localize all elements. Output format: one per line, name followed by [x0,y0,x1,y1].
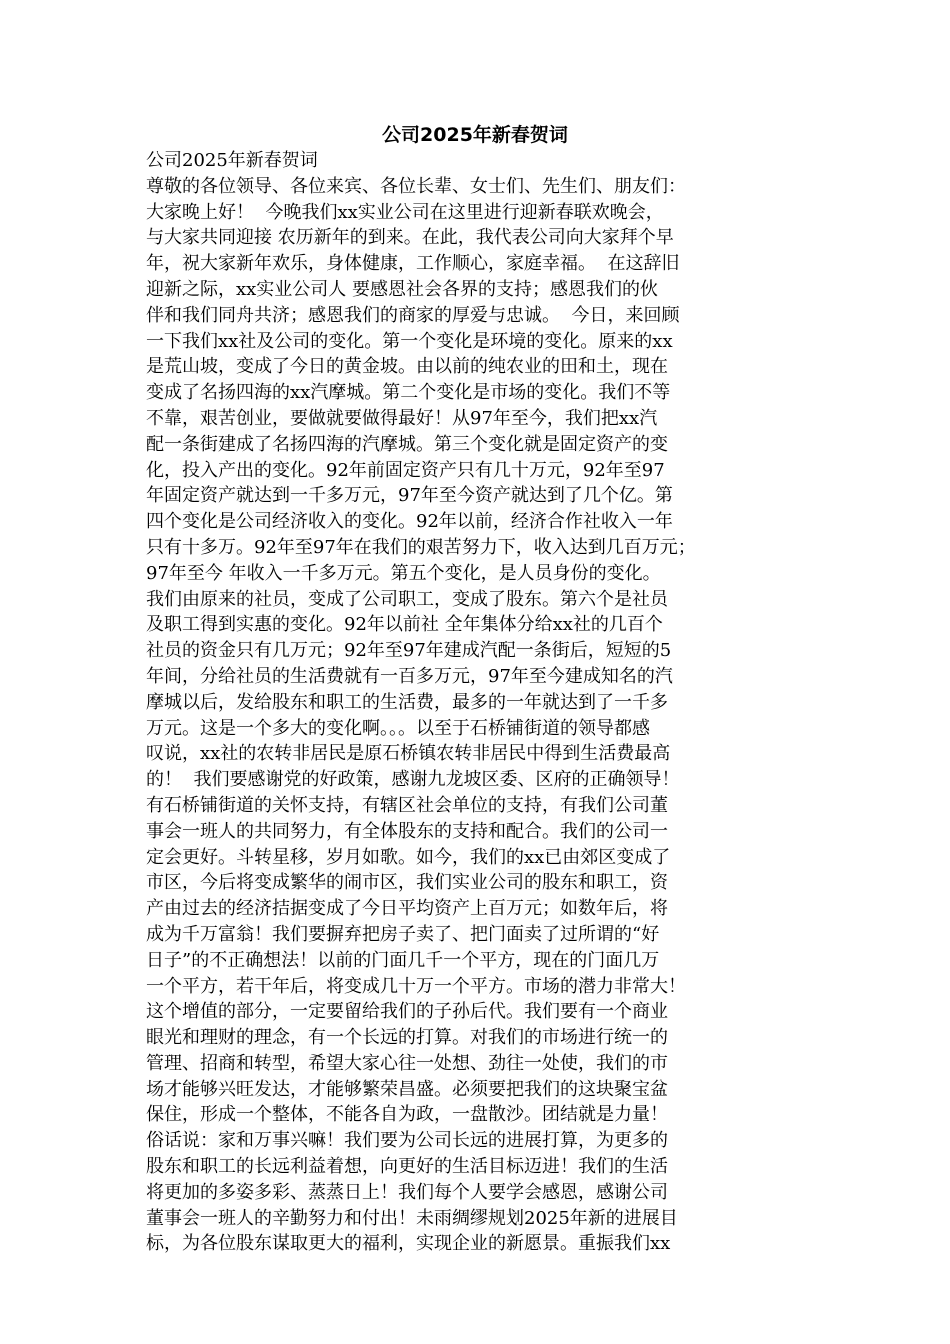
paragraph-line: 四个变化是公司经济收入的变化。92年以前，经济合作社收入一年 [146,511,673,533]
paragraph-line: 日子”的不正确想法！以前的门面几千一个平方，现在的门面几万 [146,949,660,971]
paragraph-line: 不靠，艰苦创业，要做就要做得最好！从97年至今，我们把xx汽 [146,407,658,429]
paragraph-line: 年间，分给社员的生活费就有一百多万元，97年至今建成知名的汽 [146,665,673,687]
paragraph-line: 成为千万富翁！我们要摒弃把房子卖了、把门面卖了过所谓的“好 [146,923,660,945]
paragraph-line: 市区，今后将变成繁华的闹市区，我们实业公司的股东和职工，资 [146,872,668,894]
paragraph-line: 化，投入产出的变化。92年前固定资产只有几十万元，92年至97 [146,459,665,481]
paragraph-line: 万元。这是一个多大的变化啊。。。以至于石桥铺街道的领导都感 [146,717,650,739]
paragraph-line: 的！ 我们要感谢党的好政策，感谢九龙坡区委、区府的正确领导！ [146,769,680,791]
paragraph-line: 将更加的多姿多彩、蒸蒸日上！我们每个人要学会感恩，感谢公司 [146,1181,668,1203]
paragraph-line: 年，祝大家新年欢乐，身体健康，工作顺心，家庭幸福。 在这辞旧 [146,253,680,275]
paragraph-line: 年固定资产就达到一千多万元，97年至今资产就达到了几个亿。第 [146,485,673,507]
paragraph-line: 是荒山坡，变成了今日的黄金坡。由以前的纯农业的田和土，现在 [146,356,668,378]
paragraph-line: 伴和我们同舟共济；感恩我们的商家的厚爱与忠诚。 今日，来回顾 [146,304,680,326]
paragraph-line: 大家晚上好！ 今晚我们xx实业公司在这里进行迎新春联欢晚会， [146,201,664,223]
paragraph-line: 迎新之际，xx实业公司人 要感恩社会各界的支持；感恩我们的伙 [146,278,659,300]
paragraph-line: 与大家共同迎接 农历新年的到来。在此，我代表公司向大家拜个早 [146,227,674,249]
paragraph-line: 及职工得到实惠的变化。92年以前社 全年集体分给xx社的几百个 [146,614,663,636]
paragraph-line: 这个增值的部分，一定要留给我们的子孙后代。我们要有一个商业 [146,1001,668,1023]
paragraph-line: 我们由原来的社员，变成了公司职工，变成了股东。第六个是社员 [146,588,668,610]
paragraph-line: 一下我们xx社及公司的变化。第一个变化是环境的变化。原来的xx [146,330,673,352]
paragraph-line: 股东和职工的长远利益着想，向更好的生活目标迈进！我们的生活 [146,1156,668,1178]
paragraph-line: 产由过去的经济拮据变成了今日平均资产上百万元；如数年后，将 [146,898,668,920]
paragraph-line: 事会一班人的共同努力，有全体股东的支持和配合。我们的公司一 [146,820,668,842]
paragraph-line: 叹说，xx社的农转非居民是原石桥镇农转非居民中得到生活费最高 [146,743,671,765]
paragraph-line: 标，为各位股东谋取更大的福利，实现企业的新愿景。重振我们xx [146,1233,671,1255]
paragraph-line: 只有十多万。92年至97年在我们的艰苦努力下，收入达到几百万元； [146,536,696,558]
paragraph-line: 摩城以后，发给股东和职工的生活费，最多的一年就达到了一千多 [146,691,668,713]
paragraph-line: 一个平方，若干年后，将变成几十万一个平方。市场的潜力非常大！ [146,975,686,997]
document-body [146,148,806,1257]
paragraph-line: 眼光和理财的理念，有一个长远的打算。对我们的市场进行统一的 [146,1027,668,1049]
paragraph-line: 定会更好。斗转星移，岁月如歌。如今，我们的xx已由郊区变成了 [146,846,671,868]
paragraph-line: 配一条街建成了名扬四海的汽摩城。第三个变化就是固定资产的变 [146,433,668,455]
paragraph-line: 董事会一班人的辛勤努力和付出！未雨绸缪规划2025年新的进展目 [146,1207,678,1229]
paragraph-line: 有石桥铺街道的关怀支持，有辖区社会单位的支持，有我们公司董 [146,794,668,816]
paragraph-line: 场才能够兴旺发达，才能够繁荣昌盛。必须要把我们的这块聚宝盆 [146,1078,668,1100]
document-title: 公司2025年新春贺词 [382,124,568,146]
paragraph-line: 管理、招商和转型，希望大家心往一处想、劲往一处使，我们的市 [146,1052,668,1074]
paragraph-line: 97年至今 年收入一千多万元。第五个变化，是人员身份的变化。 [146,562,661,584]
paragraph-line: 社员的资金只有几万元；92年至97年建成汽配一条街后，短短的5 [146,640,672,662]
paragraph-line: 保住，形成一个整体，不能各自为政，一盘散沙。团结就是力量！ [146,1104,668,1126]
paragraph-line: 尊敬的各位领导、各位来宾、各位长辈、女士们、先生们、朋友们： [146,175,686,197]
paragraph-line: 变成了名扬四海的xx汽摩城。第二个变化是市场的变化。我们不等 [146,382,671,404]
paragraph-line: 俗话说：家和万事兴嘛！我们要为公司长远的进展打算，为更多的 [146,1130,668,1152]
paragraph-line: 公司2025年新春贺词 [146,150,318,171]
